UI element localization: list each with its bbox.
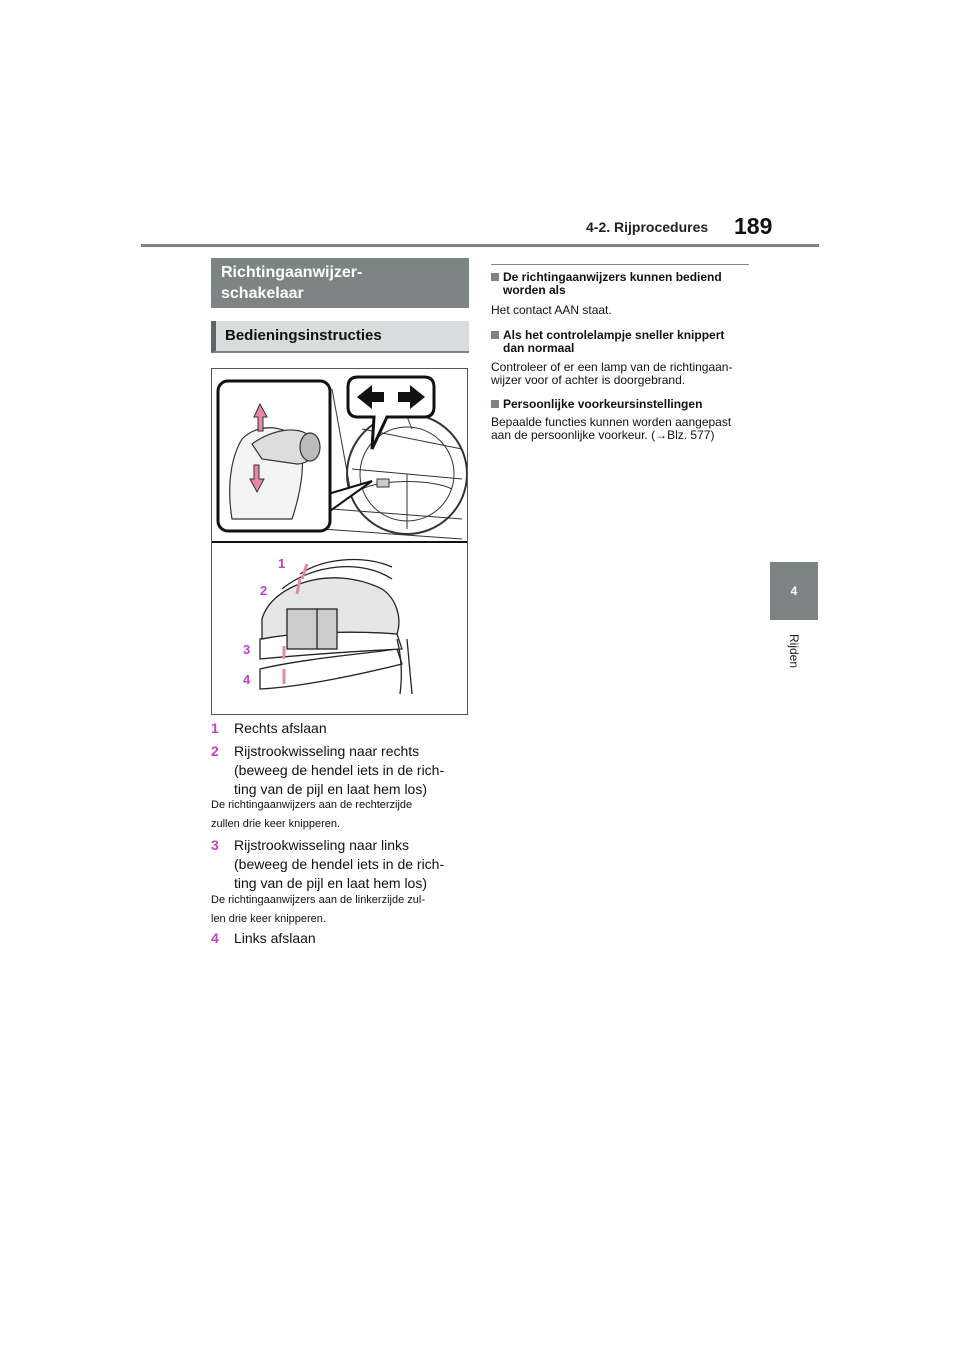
body-line: Het contact AAN staat. (491, 303, 612, 317)
item-3 (211, 836, 469, 893)
body-text-2 (491, 361, 753, 387)
section-heading-line1: Richtingaanwijzer- (221, 264, 363, 281)
item-text-line: Rijstrookwisseling naar links (234, 837, 410, 853)
callout-4: 4 (243, 672, 251, 687)
direction-arrows-bubble (348, 377, 434, 449)
bullet-title-line: Persoonlijke voorkeursinstellingen (503, 397, 703, 411)
header-rule (141, 244, 819, 247)
bullet-square-icon (491, 400, 499, 408)
turn-signal-lever-illustration (211, 368, 468, 715)
bullet-square-icon (491, 273, 499, 281)
bullet-title-line: Als het controlelampje sneller knippert (503, 328, 725, 342)
item-text-line: (beweeg de hendel iets in de rich- (234, 762, 445, 778)
callout-3: 3 (243, 642, 251, 657)
item-2 (211, 742, 469, 799)
body-text-1 (491, 304, 753, 317)
item-text: Rechts afslaan (234, 720, 327, 736)
item-number: 1 (211, 720, 219, 736)
body-line: Controleer of er een lamp van de richtingaan- (491, 360, 733, 374)
bullet-title-3 (491, 398, 749, 411)
callout-1: 1 (278, 556, 286, 571)
chapter-label-text: Rijden (787, 633, 801, 669)
chapter-label (782, 630, 806, 674)
section-title: 4-2. Rijprocedures (586, 219, 709, 235)
note-line: De richtingaanwijzers aan de rechterzijde (211, 799, 413, 811)
body-text-3 (491, 416, 753, 442)
bullet-title-line: worden als (503, 283, 566, 297)
item-text-line: ting van de pijl en laat hem los) (234, 781, 427, 797)
section-heading (211, 258, 469, 308)
body-line: Bepaalde functies kunnen worden aangepast (491, 415, 732, 429)
item-number: 4 (211, 930, 219, 946)
chapter-tab[interactable]: 4 (770, 562, 818, 620)
item-text: Links afslaan (234, 930, 316, 946)
bullet-square-icon (491, 331, 499, 339)
item-1 (211, 719, 469, 738)
note-line: De richtingaanwijzers aan de linkerzijde zul- (211, 894, 425, 906)
bullet-title-2 (491, 329, 749, 355)
item-number: 3 (211, 837, 219, 853)
page-number: 189 (734, 213, 773, 239)
item-text-line: Rijstrookwisseling naar rechts (234, 743, 420, 759)
subheading: Bedieningsinstructies (211, 321, 469, 353)
note-line: zullen drie keer knipperen. (211, 818, 341, 830)
item-text-line: ting van de pijl en laat hem los) (234, 875, 427, 891)
body-line: wijzer voor of achter is doorgebrand. (491, 373, 686, 387)
right-column-rule (491, 264, 749, 265)
item-text-line: (beweeg de hendel iets in de rich- (234, 856, 445, 872)
note-line: len drie keer knipperen. (211, 913, 326, 925)
bullet-title-line: dan normaal (503, 341, 575, 355)
bullet-title-1 (491, 271, 749, 297)
bullet-title-line: De richtingaanwijzers kunnen bediend (503, 270, 722, 284)
note-1 (211, 796, 469, 834)
illustration-svg (212, 369, 467, 714)
section-heading-line2: schakelaar (221, 285, 304, 302)
body-line: aan de persoonlijke voorkeur. (→Blz. 577) (491, 428, 715, 442)
item-4 (211, 929, 469, 948)
item-number: 2 (211, 743, 219, 759)
note-2 (211, 891, 469, 929)
callout-2: 2 (260, 583, 268, 598)
